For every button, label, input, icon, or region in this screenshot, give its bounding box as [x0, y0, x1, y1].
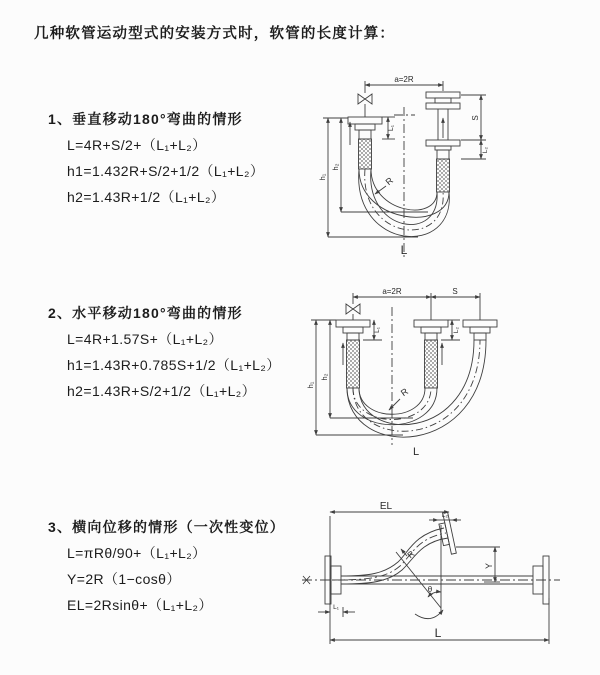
- section-1-formula-h2: h2=1.43R+1/2（L₁+L₂）: [67, 189, 226, 205]
- dim-label-a2r: a=2R: [382, 287, 402, 296]
- section-2-heading: 2、水平移动180°弯曲的情形: [48, 305, 243, 321]
- section-1-formula-L: L=4R+S/2+（L₁+L₂）: [67, 137, 207, 153]
- diagram-lateral-displacement: [298, 500, 600, 652]
- radius-label: R: [383, 175, 396, 188]
- dim-label-l2: L₂: [482, 146, 489, 154]
- dim-label-h2: h₂: [331, 163, 340, 171]
- dim-label-a2r: a=2R: [394, 75, 414, 84]
- length-label: L: [412, 446, 420, 458]
- dim-label-l1: L₁: [374, 327, 381, 333]
- diagram-horizontal-180-bend: [303, 285, 595, 463]
- dim-label-l1: L₁: [333, 604, 339, 611]
- section-3-formula-EL: EL=2Rsinθ+（L₁+L₂）: [67, 597, 213, 613]
- angle-label: θ: [427, 585, 433, 594]
- dim-label-y: Y: [484, 562, 494, 570]
- section-3-formula-L: L=πRθ/90+（L₁+L₂）: [67, 545, 207, 561]
- section-2-formula-L: L=4R+1.57S+（L₁+L₂）: [67, 331, 223, 347]
- dim-label-h2: h₂: [320, 373, 329, 381]
- section-2: [48, 300, 281, 404]
- section-2-formula-h1: h1=1.43R+0.785S+1/2（L₁+L₂）: [67, 357, 281, 373]
- radius-label: R: [398, 386, 410, 399]
- dim-label-h1: h₁: [306, 381, 315, 389]
- section-3-formula-Y: Y=2R（1−cosθ）: [67, 571, 181, 587]
- length-label: L: [400, 243, 408, 257]
- dim-label-s: S: [452, 287, 458, 296]
- length-label: L: [434, 626, 442, 640]
- section-1-heading: 1、垂直移动180°弯曲的情形: [48, 111, 243, 127]
- dim-label-h1: h₁: [318, 173, 327, 181]
- valve-icon: [358, 94, 372, 104]
- section-3: [48, 514, 285, 618]
- dim-label-s: S: [471, 115, 480, 121]
- section-2-formula-h2: h2=1.43R+S/2+1/2（L₁+L₂）: [67, 383, 257, 399]
- dim-label-el: EL: [379, 501, 393, 512]
- radius-label: R: [405, 548, 417, 561]
- section-1-formula-h1: h1=1.432R+S/2+1/2（L₁+L₂）: [67, 163, 265, 179]
- diagram-vertical-180-bend: [298, 65, 598, 265]
- page-title: 几种软管运动型式的安装方式时，软管的长度计算：: [34, 26, 396, 42]
- valve-icon: [346, 304, 360, 314]
- dim-label-l1: L₁: [388, 124, 395, 132]
- section-3-heading: 3、横向位移的情形（一次性变位）: [48, 519, 285, 535]
- section-1: [48, 106, 264, 210]
- dim-label-l2: L₂: [441, 512, 449, 519]
- dim-label-l2: L₂: [453, 326, 460, 334]
